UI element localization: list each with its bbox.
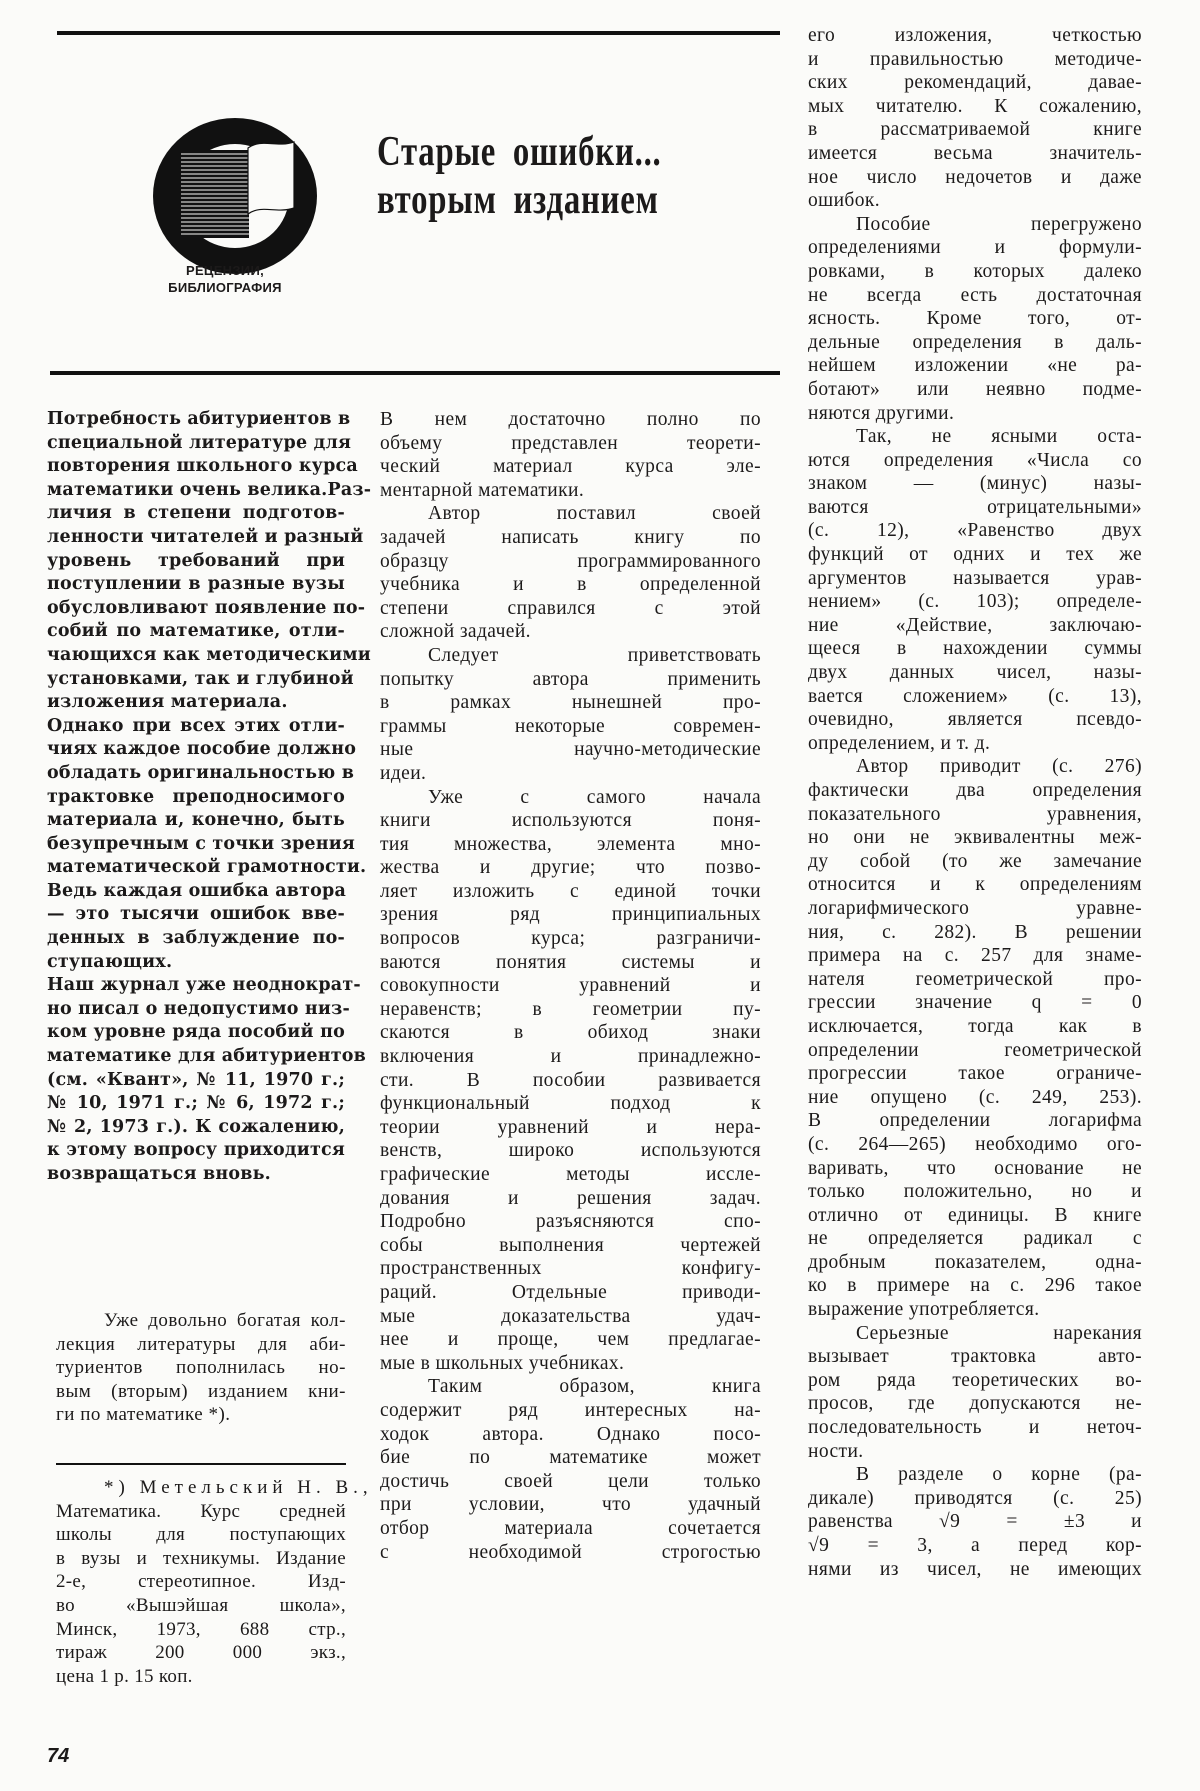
text-line: Следует приветствовать (428, 644, 761, 666)
text-line: щееся в нахождении суммы (808, 638, 1142, 660)
text-line: последовательность и неточ- (808, 1417, 1142, 1439)
section-label-line1: РЕЦЕНЗИИ, (185, 263, 265, 278)
text-line: вызывает трактовка авто- (808, 1346, 1142, 1368)
text-line: ческий материал курса эле- (380, 456, 761, 478)
text-line: Ведь каждая ошибка автора (47, 880, 347, 901)
text-line: определении геометрической (808, 1039, 1142, 1061)
text-line: вым (вторым) изданием кни- (56, 1380, 346, 1402)
text-line: определениями и формули- (808, 237, 1142, 259)
text-line: нателя геометрической про- (808, 968, 1142, 990)
text-line: математики очень велика.Раз- (47, 479, 372, 500)
top-rule (57, 31, 780, 35)
text-line: дельные определения в даль- (808, 331, 1142, 353)
text-line: только положительно, но и (808, 1181, 1142, 1203)
text-line: неравенств; в геометрии пу- (380, 998, 761, 1020)
text-line: Автор приводит (с. 276) (856, 756, 1142, 778)
text-line: вается сложением» (с. 13), (808, 685, 1142, 707)
text-line: вопросов курса; разграничи- (380, 928, 761, 950)
text-line: графические методы иссле- (380, 1164, 761, 1185)
text-line: нением» (с. 103); определе- (808, 591, 1142, 613)
text-line: лекция литературы для аби- (56, 1333, 346, 1355)
text-line: достичь своей цели только (380, 1470, 761, 1492)
text-line: ступающих. (47, 951, 173, 972)
text-line: учебника и в определенной (380, 574, 761, 596)
text-line: двух данных чисел, назы- (808, 662, 1142, 684)
text-line: задачей написать книгу по (380, 526, 761, 548)
text-line: ботают» или неявно подме- (808, 378, 1142, 400)
text-line: ленности читателей и разный (47, 526, 364, 547)
text-line: включения и принадлежно- (380, 1046, 761, 1068)
text-line: ляет изложить с единой точки (380, 880, 761, 902)
text-line: образцу программированного (380, 550, 761, 572)
text-line: специальной литературе для (47, 432, 352, 453)
text-line: попытку автора применить (380, 668, 761, 690)
text-line: ских рекомендаций, давае- (808, 72, 1142, 94)
text-line: ности. (808, 1440, 864, 1462)
text-line: √9 = 3, а перед кор- (808, 1535, 1142, 1556)
text-line: отбор материала сочетается (380, 1517, 761, 1539)
text-line: математической грамотности. (47, 857, 367, 878)
text-line: ошибок. (808, 190, 881, 212)
text-line: книги используются поня- (380, 810, 761, 832)
text-line: функциональный подход к (380, 1093, 761, 1115)
text-line: ходок автора. Однако посо- (380, 1423, 761, 1445)
text-line: Так, не ясными оста- (856, 426, 1142, 448)
text-line: В разделе о корне (ра- (856, 1464, 1142, 1486)
text-line: не определяется радикал с (808, 1228, 1142, 1250)
text-line: математике для абитуриентов (47, 1046, 367, 1067)
text-line: тираж 200 000 экз., (56, 1642, 346, 1664)
text-line: (см. «Квант», № 11, 1970 г.; (47, 1069, 345, 1090)
text-line: В нем достаточно полно по (380, 409, 761, 430)
text-line: (с. 264—265) необходимо ого- (808, 1133, 1142, 1155)
article-title (377, 128, 662, 224)
text-line: туриентов пополнилась но- (56, 1357, 346, 1379)
text-line: зрения ряд принципиальных (380, 904, 761, 926)
text-line: при условии, что удачный (380, 1494, 761, 1516)
text-line: бие по математике может (380, 1447, 761, 1469)
text-line: просов, где допускаются не- (808, 1393, 1142, 1415)
text-line: возвращаться вновь. (47, 1164, 271, 1184)
title-line-1: Старые ошибки... (377, 129, 662, 175)
text-line: относится и к определениям (808, 874, 1142, 896)
text-line: ние «Действие, заключаю- (808, 614, 1142, 636)
text-line: Автор поставил своей (428, 503, 761, 525)
text-line: Таким образом, книга (428, 1376, 761, 1398)
text-line: ваются понятия системы и (380, 951, 761, 973)
text-line: ваются отрицательными» (808, 496, 1142, 518)
text-line: но они не эквивалентны меж- (808, 827, 1142, 849)
lead-paragraph (47, 408, 372, 1187)
text-line: Минск, 1973, 688 стр., (56, 1618, 346, 1640)
text-line: ровками, в которых далеко (808, 260, 1142, 282)
text-line: Подробно разъясняются спо- (380, 1211, 761, 1233)
text-line: очевидно, является псевдо- (808, 709, 1142, 731)
text-line: школы для поступающих (56, 1524, 346, 1546)
page-number: 74 (47, 1745, 70, 1767)
text-line: идеи. (380, 762, 427, 784)
text-line: мые в школьных учебниках. (380, 1352, 625, 1374)
text-line: в вузы и техникумы. Издание (56, 1547, 346, 1569)
text-line: В определении логарифма (808, 1110, 1142, 1132)
text-line: к этому вопросу приходится (47, 1140, 345, 1161)
text-line: изложения материала. (47, 692, 288, 713)
text-line: логарифмического уравне- (808, 897, 1142, 919)
text-line: ду собой (то же замечание (808, 850, 1142, 872)
text-line: установками, так и глубиной (47, 668, 354, 689)
text-line: ментарной математики. (380, 479, 585, 501)
text-line: материала и, конечно, быть (47, 810, 345, 831)
text-line: исключается, тогда как в (808, 1015, 1142, 1037)
text-line: поступлении в разные вузы (47, 574, 345, 595)
text-line: примера на с. 257 для знаме- (808, 945, 1142, 967)
text-line: денных в заблуждение по- (47, 928, 345, 949)
text-line: *) Метельский Н. В., (104, 1477, 373, 1498)
text-line: совокупности уравнений и (380, 975, 761, 997)
text-line: безупречным с точки зрения (47, 833, 356, 854)
text-line: знаком — (минус) назы- (808, 473, 1142, 495)
text-line: нейшем изложении «не ра- (808, 355, 1142, 377)
text-line: (с. 12), «Равенство двух (808, 520, 1142, 542)
header-bottom-rule (50, 371, 780, 375)
text-line: ются определения «Числа со (808, 449, 1142, 471)
text-line: с необходимой строгостью (380, 1541, 761, 1563)
text-line: грессии значение q = 0 (808, 992, 1142, 1014)
text-line: аргументов называется урав- (808, 567, 1142, 589)
text-line: 2-е, стереотипное. Изд- (56, 1571, 346, 1593)
text-line: нее и проще, чем предлагае- (380, 1329, 761, 1351)
text-line: ния, с. 282). В решении (808, 921, 1142, 943)
text-line: во «Вышэйшая школа», (56, 1594, 346, 1616)
text-line: пространственных конфигу- (380, 1258, 761, 1280)
text-line: № 10, 1971 г.; № 6, 1972 г.; (47, 1093, 345, 1114)
text-line: ко в примере на с. 296 такое (808, 1275, 1142, 1297)
text-line: фактически два определения (808, 780, 1142, 801)
text-line: ние опущено (с. 249, 253). (808, 1086, 1142, 1108)
text-line: в рамках нынешней про- (380, 692, 761, 714)
text-line: сложной задачей. (380, 621, 531, 643)
text-line: ное число недочетов и даже (808, 166, 1142, 188)
text-line: мые доказательства удач- (380, 1305, 761, 1327)
text-line: теории уравнений и нера- (380, 1116, 761, 1138)
text-line: Серьезные нарекания (856, 1322, 1142, 1344)
text-line: ром ряда теоретических во- (808, 1369, 1142, 1391)
text-line: Уже с самого начала (428, 786, 761, 808)
text-line: содержит ряд интересных на- (380, 1399, 761, 1421)
text-line: и правильностью методиче- (808, 48, 1142, 70)
text-line: имеется весьма значитель- (808, 142, 1142, 164)
section-label (150, 262, 300, 296)
text-line: степени справился с этой (380, 597, 761, 619)
text-line: уровень требований при (47, 550, 345, 571)
text-line: сти. В пособии развивается (380, 1069, 761, 1091)
text-line: венств, широко используются (380, 1140, 761, 1162)
text-line: Уже довольно богатая кол- (104, 1310, 346, 1331)
text-line: показательного уравнения, (808, 803, 1142, 825)
title-line-2: вторым изданием (377, 177, 659, 223)
text-line: повторения школьного курса (47, 456, 358, 477)
text-line: равенства √9 = ±3 и (808, 1511, 1142, 1533)
left-column (47, 408, 372, 1187)
text-line: обусловливают появление по- (47, 597, 366, 618)
text-line: дробным показателем, одна- (808, 1251, 1142, 1273)
text-line: нями из чисел, не имеющих (808, 1558, 1142, 1580)
text-line: трактовке преподносимого (47, 786, 345, 807)
text-line: № 2, 1973 г.). К сожалению, (47, 1116, 345, 1137)
text-line: объему представлен теорети- (380, 432, 761, 454)
intro-paragraph (56, 1309, 346, 1427)
text-line: граммы некоторые современ- (380, 715, 761, 737)
footnote (56, 1476, 373, 1688)
footnote-rule (56, 1463, 346, 1465)
text-line: обладать оригинальностью в (47, 762, 355, 783)
text-line: дования и решения задач. (380, 1187, 761, 1209)
middle-column (380, 408, 761, 1564)
text-line: собы выполнения чертежей (380, 1234, 761, 1256)
right-column (808, 24, 1142, 1581)
text-line: чающихся как методическими (47, 644, 371, 665)
text-line: определением, и т. д. (808, 732, 991, 754)
text-line: отлично от единицы. В книге (808, 1204, 1142, 1226)
text-line: Потребность абитуриентов в (47, 409, 351, 429)
text-line: ком уровне ряда пособий по (47, 1022, 345, 1043)
text-line: его изложения, четкостью (808, 25, 1142, 46)
text-line: прогрессии такое ограниче- (808, 1063, 1142, 1085)
text-line: тия множества, элемента мно- (380, 833, 761, 855)
text-line: но писал о недопустимо низ- (47, 998, 350, 1019)
text-line: цена 1 р. 15 коп. (56, 1665, 193, 1687)
text-line: дикале) приводятся (с. 25) (808, 1487, 1142, 1509)
text-line: чиях каждое пособие должно (47, 739, 357, 760)
text-line: няются другими. (808, 402, 955, 424)
text-line: варивать, что основание не (808, 1157, 1142, 1179)
text-line: — это тысячи ошибок вве- (47, 904, 345, 925)
section-label-line2: БИБЛИОГРАФИЯ (168, 280, 282, 295)
text-line: Однако при всех этих отли- (47, 715, 345, 736)
text-line: ясность. Кроме того, от- (808, 308, 1142, 330)
text-line: собий по математике, отли- (47, 621, 345, 642)
text-line: в рассматриваемой книге (808, 119, 1142, 141)
text-line: функций от одних и тех же (808, 544, 1142, 566)
text-line: мых читателю. К сожалению, (808, 95, 1142, 117)
text-line: скаются в обиход знаки (380, 1022, 761, 1044)
text-line: ги по математике *). (56, 1404, 231, 1426)
text-line: выражение употребляется. (808, 1299, 1040, 1321)
text-line: личия в степени подготов- (47, 503, 345, 524)
text-line: раций. Отдельные приводи- (380, 1281, 761, 1303)
text-line: Наш журнал уже неоднократ- (47, 975, 361, 996)
text-line: Математика. Курс средней (56, 1500, 346, 1522)
text-line: ные научно-методические (380, 739, 761, 761)
text-line: жества и другие; что позво- (380, 857, 761, 879)
text-line: не всегда есть достаточная (808, 284, 1142, 306)
text-line: Пособие перегружено (856, 213, 1142, 235)
